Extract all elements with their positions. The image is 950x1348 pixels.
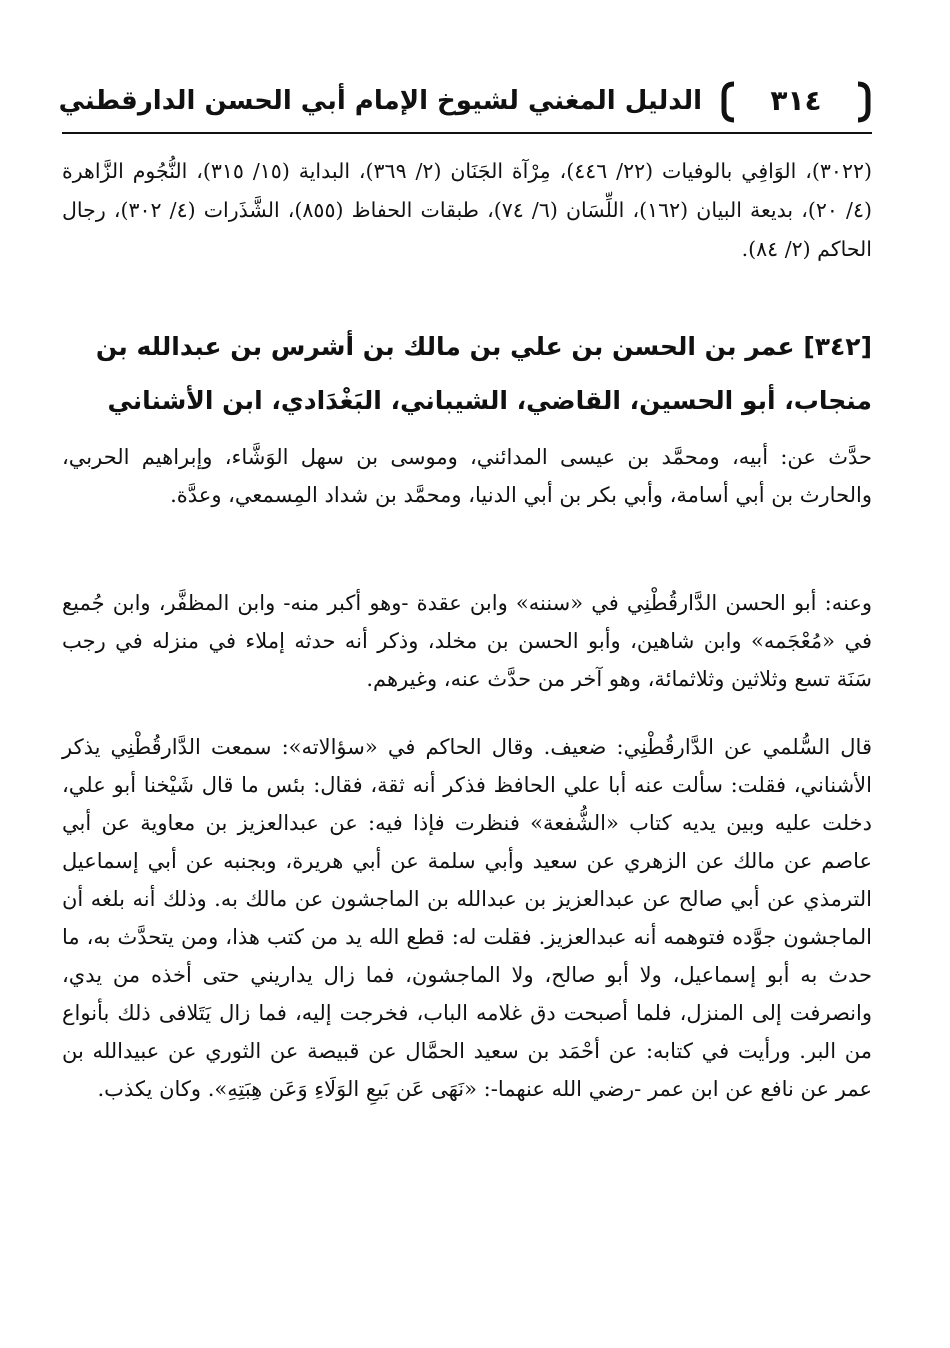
header-divider [62, 132, 872, 134]
paragraph-teachers: حدَّث عن: أبيه، ومحمَّد بن عيسى المدائني، وموسى بن سهل الوَشَّاء، وإبراهيم الحربي، والحارث بن أبي أسامة، وأبي بكر بن أبي الدنيا، ومحمَّد بن شداد المِسمعي، وعدَّة. [62, 445, 872, 507]
entry-number: [٣٤٢] [803, 332, 872, 361]
paragraph-criticism: قال السُّلمي عن الدَّارقُطْنِي: ضعيف. وقال الحاكم في «سؤالاته»: سمعت الدَّارقُطْنِي يذكر الأشناني، فقلت: سألت عنه أبا علي الحافظ فذكر أنه ثقة، فقال: بئس ما قال شَيْخنا أبو علي، دخلت عليه وبين يديه كتاب «الشُّفعة» فنظرت فإذا فيه: عن عبدالعزيز بن معاوية عن أبي عاصم عن مالك عن الزهري عن سعيد وأبي سلمة عن أبي هريرة، وبجنبه عن أبي إسماعيل الترمذي عن أبي صالح عن عبدالعزيز بن عبدالله بن الماجشون عن مالك به. وذلك أنه بلغه أن الماجشون جوَّده فتوهمه أنه عبدالعزيز. فقلت له: قطع الله يد من كتب هذا، ومن يتحدَّث به، ما حدث به أبو إسماعيل، ولا أبو صالح، ولا الماجشون، فما زال يداريني حتى أخذه من يدي، وانصرفت إلى المنزل، فلما أصبحت دق غلامه الباب، فخرجت إليه، فما زال يَتَلافى ذلك بأنواع من البر. ورأيت في كتابه: عن أحْمَد بن سعيد الحمَّال عن قبيصة عن الثوري عن عبيدالله بن عمر عن نافع عن ابن عمر -رضي الله عنهما-: «نَهَى عَن بَيعِ الوَلَاءِ وَعَن هِبَتِهِ». وكان يكذب. [62, 735, 872, 1101]
references-text: (٣٠٢٢)، الوَافِي بالوفيات (٢٢/ ٤٤٦)، مِرْآة الجَنَان (٢/ ٣٦٩)، البداية (١٥/ ٣١٥)، النُّجُوم الزَّاهرة (٤/ ٢٠)، بديعة البيان (١٦٢)، اللِّسَان (٦/ ٧٤)، طبقات الحفاظ (٨٥٥)، الشَّذَرات (٤/ ٣٠٢)، رجال الحاكم (٢/ ٨٤). [62, 159, 872, 261]
page-number: ٣١٤ [770, 84, 822, 117]
page-number-frame [720, 80, 872, 124]
entry-title-text: عمر بن الحسن بن علي بن مالك بن أشرس بن عبدالله بن منجاب، أبو الحسين، القاضي، الشيباني، البَغْدَادي، ابن الأشناني [95, 332, 872, 415]
running-title: الدليل المغني لشيوخ الإمام أبي الحسن الدارقطني [58, 86, 702, 116]
page-header [58, 78, 872, 140]
paragraph-students: وعنه: أبو الحسن الدَّارقُطْنِي في «سننه» وابن عقدة -وهو أكبر منه- وابن المظفَّر، وابن جُميع في «مُعْجَمه» وابن شاهين، وأبو الحسن بن مخلد، وذكر أنه حدثه إملاء في منزله في رجب سَنَة تسع وثلاثين وثلاثمائة، وهو آخر من حدَّث عنه، وغيرهم. [62, 591, 872, 691]
entry-heading [62, 320, 872, 428]
